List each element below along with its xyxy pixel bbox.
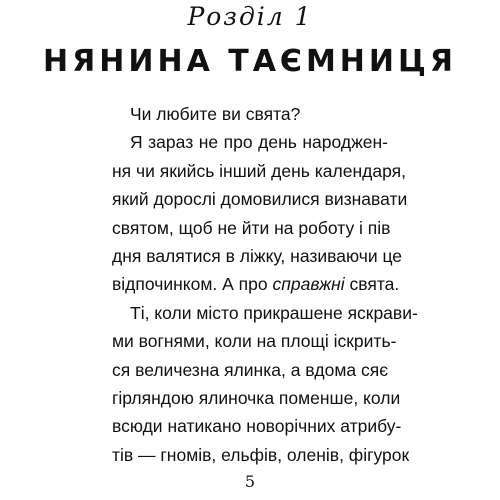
- text-line: дня валятися в ліжку, називаючи це: [112, 245, 403, 266]
- text-line: всюди натикано новорічних атрибу-: [112, 416, 402, 437]
- text-line: Я зараз не про день народжен-: [130, 132, 388, 153]
- text-line: тів — гномів, ельфів, оленів, фігурок: [112, 444, 410, 465]
- chapter-title: НЯНИНА ТАЄМНИЦЯ: [43, 44, 457, 79]
- page-number: 5: [244, 472, 256, 491]
- text-line: гірляндою ялиночка поменше, коли: [112, 387, 401, 408]
- body-text: [112, 100, 418, 469]
- text-line: Чи любите ви свята?: [130, 104, 301, 124]
- text-line: ми вогнями, коли на площі іскрить-: [112, 331, 397, 352]
- text-line: який дорослі домовилися визнавати: [112, 189, 408, 210]
- text-line-mixed: [112, 270, 400, 298]
- emphasized-word: справжні: [272, 274, 345, 295]
- text-fragment: свята.: [344, 274, 400, 295]
- text-line: Ті, коли місто прикрашене яскрави-: [130, 302, 418, 323]
- text-line: ся величезна ялинка, а вдома сяє: [112, 359, 389, 380]
- chapter-label: Розділ 1: [187, 2, 313, 31]
- text-fragment: відпочинком. А про: [112, 274, 273, 295]
- text-line: ня чи якийсь інший день календаря,: [112, 160, 406, 181]
- text-line: святом, щоб не йти на роботу і пів: [112, 217, 391, 238]
